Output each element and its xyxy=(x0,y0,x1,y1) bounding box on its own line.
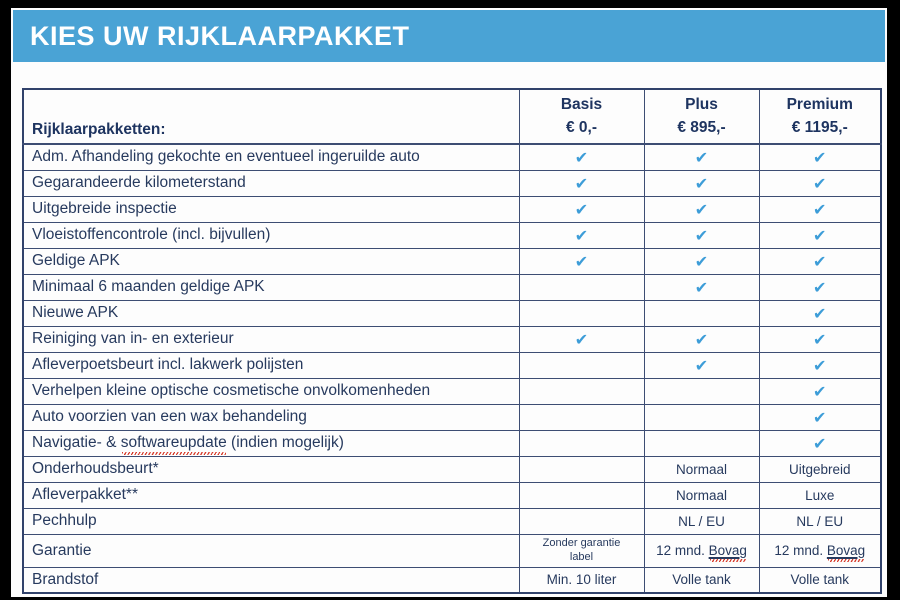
row-label: Afleverpoetsbeurt incl. lakwerk polijsten xyxy=(23,352,519,378)
table-row xyxy=(23,326,881,352)
cell-premium: ✔ xyxy=(759,170,881,196)
row-label: Verhelpen kleine optische cosmetische onvolkomenheden xyxy=(23,378,519,404)
cell-plus: ✔ xyxy=(644,352,759,378)
cell-basis xyxy=(519,456,644,482)
cell-basis xyxy=(519,508,644,534)
row-label: Pechhulp xyxy=(23,508,519,534)
cell-basis: ✔ xyxy=(519,196,644,222)
cell-plus: NL / EU xyxy=(644,508,759,534)
column-name-plus: Plus xyxy=(685,96,718,114)
cell-premium xyxy=(759,534,881,567)
misspelled-word: softwareupdate xyxy=(120,434,227,451)
table-row xyxy=(23,196,881,222)
cell-plus xyxy=(644,300,759,326)
cell-premium: Uitgebreid xyxy=(759,456,881,482)
cell-plus xyxy=(644,404,759,430)
row-label: Garantie xyxy=(23,534,519,567)
table-row xyxy=(23,404,881,430)
table-row xyxy=(23,274,881,300)
cell-premium: ✔ xyxy=(759,274,881,300)
table-row xyxy=(23,482,881,508)
cell-plus: Normaal xyxy=(644,456,759,482)
cell-premium: ✔ xyxy=(759,404,881,430)
warranty-text: 12 mnd. xyxy=(774,543,827,558)
row-label: Vloeistoffencontrole (incl. bijvullen) xyxy=(23,222,519,248)
cell-premium: Volle tank xyxy=(759,567,881,593)
table-row xyxy=(23,534,881,567)
row-label: Nieuwe APK xyxy=(23,300,519,326)
cell-plus: ✔ xyxy=(644,170,759,196)
row-label xyxy=(23,430,519,456)
cell-basis xyxy=(519,404,644,430)
table-row xyxy=(23,456,881,482)
column-price-plus: € 895,- xyxy=(677,118,726,136)
row-label: Onderhoudsbeurt* xyxy=(23,456,519,482)
table-row xyxy=(23,352,881,378)
column-header-premium xyxy=(759,89,881,144)
page-title: KIES UW RIJKLAARPAKKET xyxy=(30,20,410,51)
cell-basis: Zonder garantie label xyxy=(519,534,644,567)
cell-premium: Luxe xyxy=(759,482,881,508)
column-header-basis xyxy=(519,89,644,144)
cell-plus: ✔ xyxy=(644,248,759,274)
cell-premium: ✔ xyxy=(759,144,881,170)
cell-plus: ✔ xyxy=(644,144,759,170)
table-header-row xyxy=(23,89,881,144)
row-label: Uitgebreide inspectie xyxy=(23,196,519,222)
row-label: Brandstof xyxy=(23,567,519,593)
table-row xyxy=(23,170,881,196)
table-row xyxy=(23,144,881,170)
cell-basis xyxy=(519,378,644,404)
document-page xyxy=(11,8,887,597)
cell-basis: ✔ xyxy=(519,170,644,196)
cell-plus xyxy=(644,430,759,456)
cell-basis xyxy=(519,482,644,508)
cell-basis: ✔ xyxy=(519,248,644,274)
row-label: Afleverpakket** xyxy=(23,482,519,508)
cell-plus: ✔ xyxy=(644,274,759,300)
cell-plus: ✔ xyxy=(644,222,759,248)
cell-premium: ✔ xyxy=(759,300,881,326)
cell-premium: ✔ xyxy=(759,196,881,222)
row-label: Minimaal 6 maanden geldige APK xyxy=(23,274,519,300)
row-label: Adm. Afhandeling gekochte en eventueel ingeruilde auto xyxy=(23,144,519,170)
table-row xyxy=(23,430,881,456)
column-header-plus xyxy=(644,89,759,144)
cell-premium: NL / EU xyxy=(759,508,881,534)
column-name-basis: Basis xyxy=(560,96,603,114)
cell-premium: ✔ xyxy=(759,352,881,378)
warranty-text: 12 mnd. xyxy=(656,543,709,558)
cell-plus: ✔ xyxy=(644,326,759,352)
table-row xyxy=(23,248,881,274)
cell-premium: ✔ xyxy=(759,430,881,456)
cell-plus xyxy=(644,378,759,404)
cell-plus: Volle tank xyxy=(644,567,759,593)
row-label: Reiniging van in- en exterieur xyxy=(23,326,519,352)
row-label-text: Navigatie- & xyxy=(32,434,121,451)
cell-basis: Min. 10 liter xyxy=(519,567,644,593)
cell-basis: ✔ xyxy=(519,326,644,352)
cell-basis xyxy=(519,430,644,456)
misspelled-word: Bovag xyxy=(708,543,747,558)
table-row xyxy=(23,222,881,248)
cell-basis xyxy=(519,352,644,378)
misspelled-word: Bovag xyxy=(826,543,866,558)
table-row xyxy=(23,567,881,593)
cell-basis: ✔ xyxy=(519,222,644,248)
cell-basis xyxy=(519,274,644,300)
row-label: Auto voorzien van een wax behandeling xyxy=(23,404,519,430)
page-title-banner xyxy=(13,10,885,62)
table-row xyxy=(23,378,881,404)
cell-basis: ✔ xyxy=(519,144,644,170)
cell-basis xyxy=(519,300,644,326)
rijklaarpakket-comparison-table xyxy=(22,88,882,594)
cell-plus: Normaal xyxy=(644,482,759,508)
row-label: Gegarandeerde kilometerstand xyxy=(23,170,519,196)
table-header-label: Rijklaarpakketten: xyxy=(23,89,519,144)
cell-premium: ✔ xyxy=(759,378,881,404)
row-label-text: (indien mogelijk) xyxy=(226,434,344,451)
column-price-premium: € 1195,- xyxy=(791,118,848,136)
column-name-premium: Premium xyxy=(786,96,853,114)
table-row xyxy=(23,300,881,326)
cell-premium: ✔ xyxy=(759,326,881,352)
table-row xyxy=(23,508,881,534)
cell-plus xyxy=(644,534,759,567)
row-label: Geldige APK xyxy=(23,248,519,274)
cell-plus: ✔ xyxy=(644,196,759,222)
column-price-basis: € 0,- xyxy=(565,118,597,136)
cell-premium: ✔ xyxy=(759,248,881,274)
cell-premium: ✔ xyxy=(759,222,881,248)
